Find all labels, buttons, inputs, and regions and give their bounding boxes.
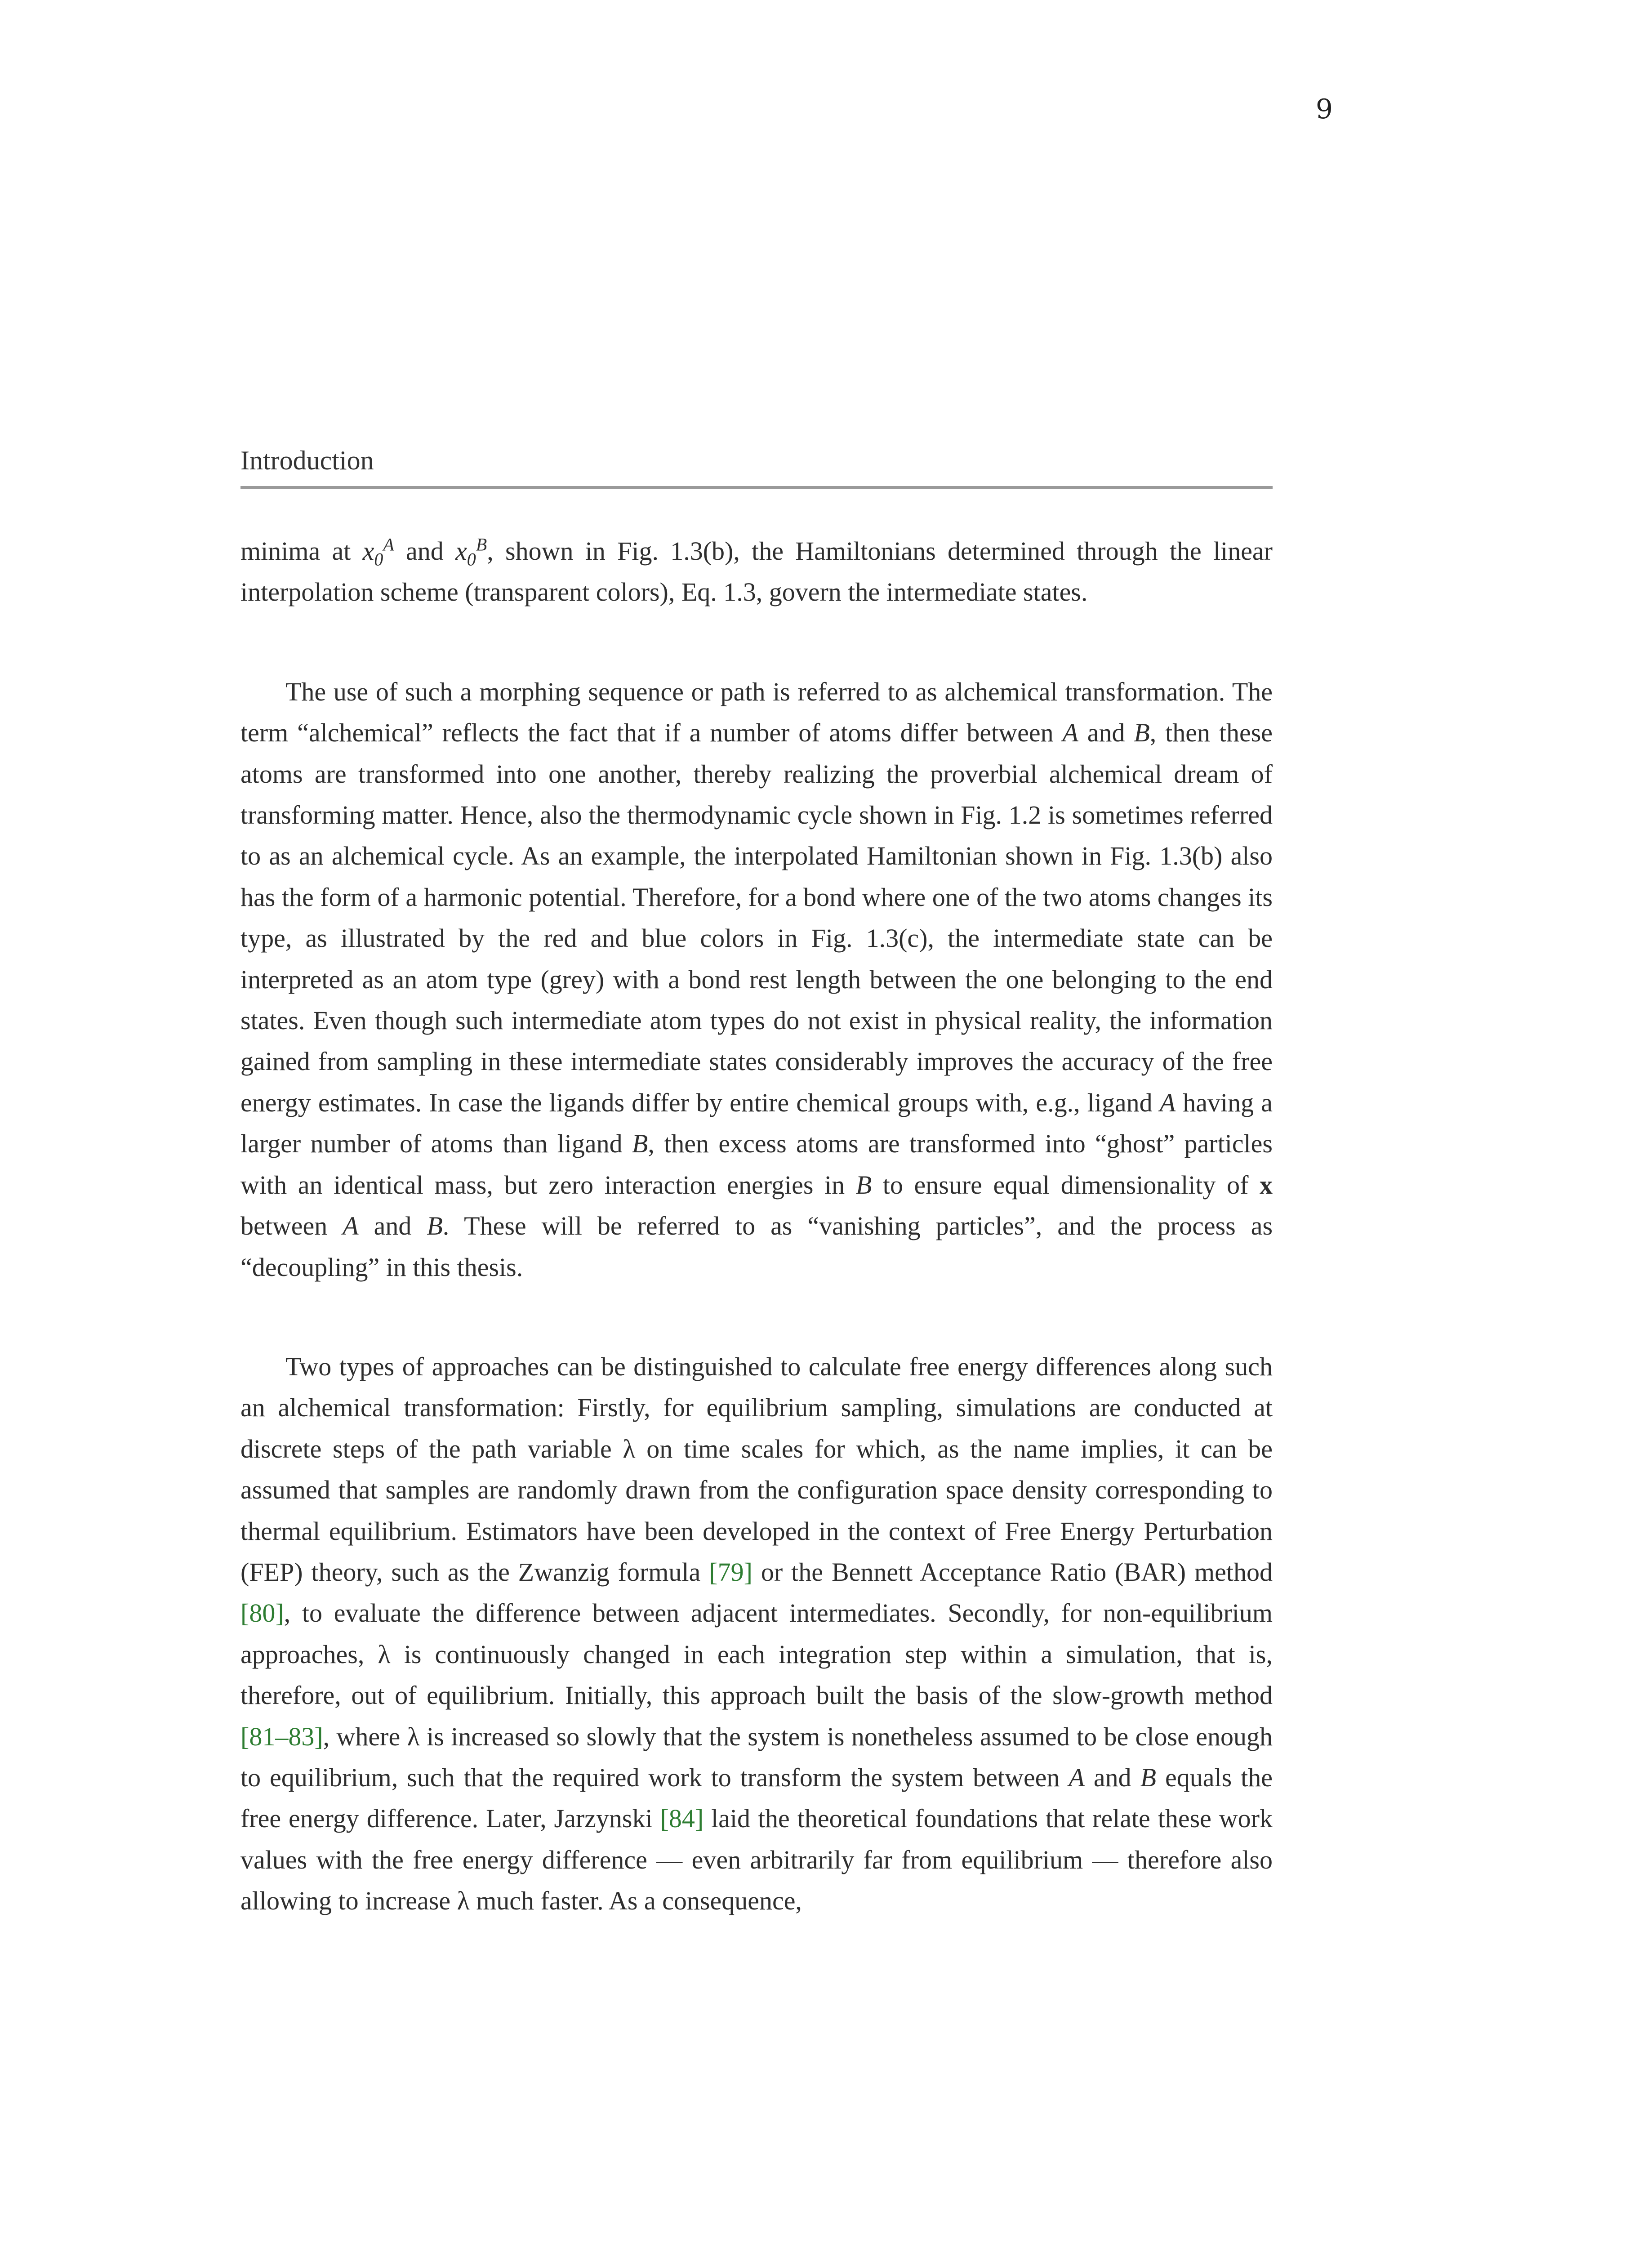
math-a: A	[1062, 718, 1078, 748]
citation-80[interactable]: [80]	[240, 1598, 284, 1628]
math-lambda: λ	[457, 1886, 470, 1916]
page-body	[240, 531, 1273, 1922]
math-a: A	[1069, 1762, 1085, 1792]
math-b: B	[1134, 718, 1150, 748]
math-b: B	[855, 1170, 872, 1200]
math-lambda: λ	[407, 1722, 420, 1751]
math-b: B	[1140, 1762, 1157, 1792]
math-a: A	[343, 1211, 359, 1241]
text: minima at	[240, 536, 363, 566]
math-x0a: $x_0^A$	[362, 534, 394, 570]
math-lambda: λ	[623, 1434, 636, 1463]
text: and	[394, 536, 456, 566]
math-b: B	[632, 1129, 648, 1159]
running-head	[240, 445, 1273, 489]
math-a: A	[1159, 1088, 1176, 1117]
text: , shown in Fig. 1.3(b), the Hamiltonians determined through the linear interpolation scheme (transparent colors), Eq. 1.3, govern the intermediate states.	[240, 536, 1273, 607]
math-x-bold: x	[1260, 1170, 1273, 1200]
paragraph-1	[240, 531, 1273, 613]
paragraph-3: Two types of approaches can be distinguished to calculate free energy differences along such an alchemical transformation: Firstly, for equilibrium sampling, simulations are conducted at discrete steps of the path variable λ on time scales for which, as the name implies, it can be assumed that samples are randomly drawn from the configuration space density corresponding to thermal equilibrium. Estimators have been developed in the context of Free Energy Perturbation (FEP) theory, such as the Zwanzig formula [79] or the Bennett Acceptance Ratio (BAR) method [80], to evaluate the difference between adjacent intermediates. Secondly, for non-equilibrium approaches, λ is continuously changed in each integration step within a simulation, that is, therefore, out of equilibrium. Initially, this approach built the basis of the slow-growth method [81–83], where λ is increased so slowly that the system is nonetheless assumed to be close enough to equilibrium, such that the required work to transform the system between A and B equals the free energy difference. Later, Jarzynski [84] laid the theoretical foundations that relate these work values with the free energy difference — even arbitrarily far from equilibrium — therefore also allowing to increase λ much faster. As a consequence,	[240, 1351, 1273, 1916]
running-head-title: Introduction	[240, 446, 374, 475]
paragraph-2: The use of such a morphing sequence or path is referred to as alchemical transformation. The term “alchemical” reflects the fact that if a number of atoms differ between A and B, then these atoms are transformed into one another, thereby realizing the proverbial alchemical dream of transforming matter. Hence, also the thermodynamic cycle shown in Fig. 1.2 is sometimes referred to as an alchemical cycle. As an example, the interpolated Hamiltonian shown in Fig. 1.3(b) also has the form of a harmonic potential. Therefore, for a bond where one of the two atoms changes its type, as illustrated by the red and blue colors in Fig. 1.3(c), the intermediate state can be interpreted as an atom type (grey) with a bond rest length between the one belonging to the end states. Even though such intermediate atom types do not exist in physical reality, the information gained from sampling in these intermediate states considerably improves the accuracy of the free energy estimates. In case the ligands differ by entire chemical groups with, e.g., ligand A having a larger number of atoms than ligand B, then excess atoms are transformed into “ghost” particles with an identical mass, but zero interaction energies in B to ensure equal dimensionality of x between A and B. These will be referred to as “vanishing particles”, and the process as “decoupling” in this thesis.	[240, 677, 1273, 1282]
math-b: B	[427, 1211, 443, 1241]
page-number: 9	[1315, 94, 1333, 125]
math-x0b: $x_0^B$	[455, 534, 487, 570]
math-lambda: λ	[378, 1639, 391, 1669]
citation-81-83[interactable]: [81–83]	[240, 1722, 323, 1751]
citation-84[interactable]: [84]	[660, 1804, 704, 1833]
citation-79[interactable]: [79]	[709, 1557, 753, 1587]
